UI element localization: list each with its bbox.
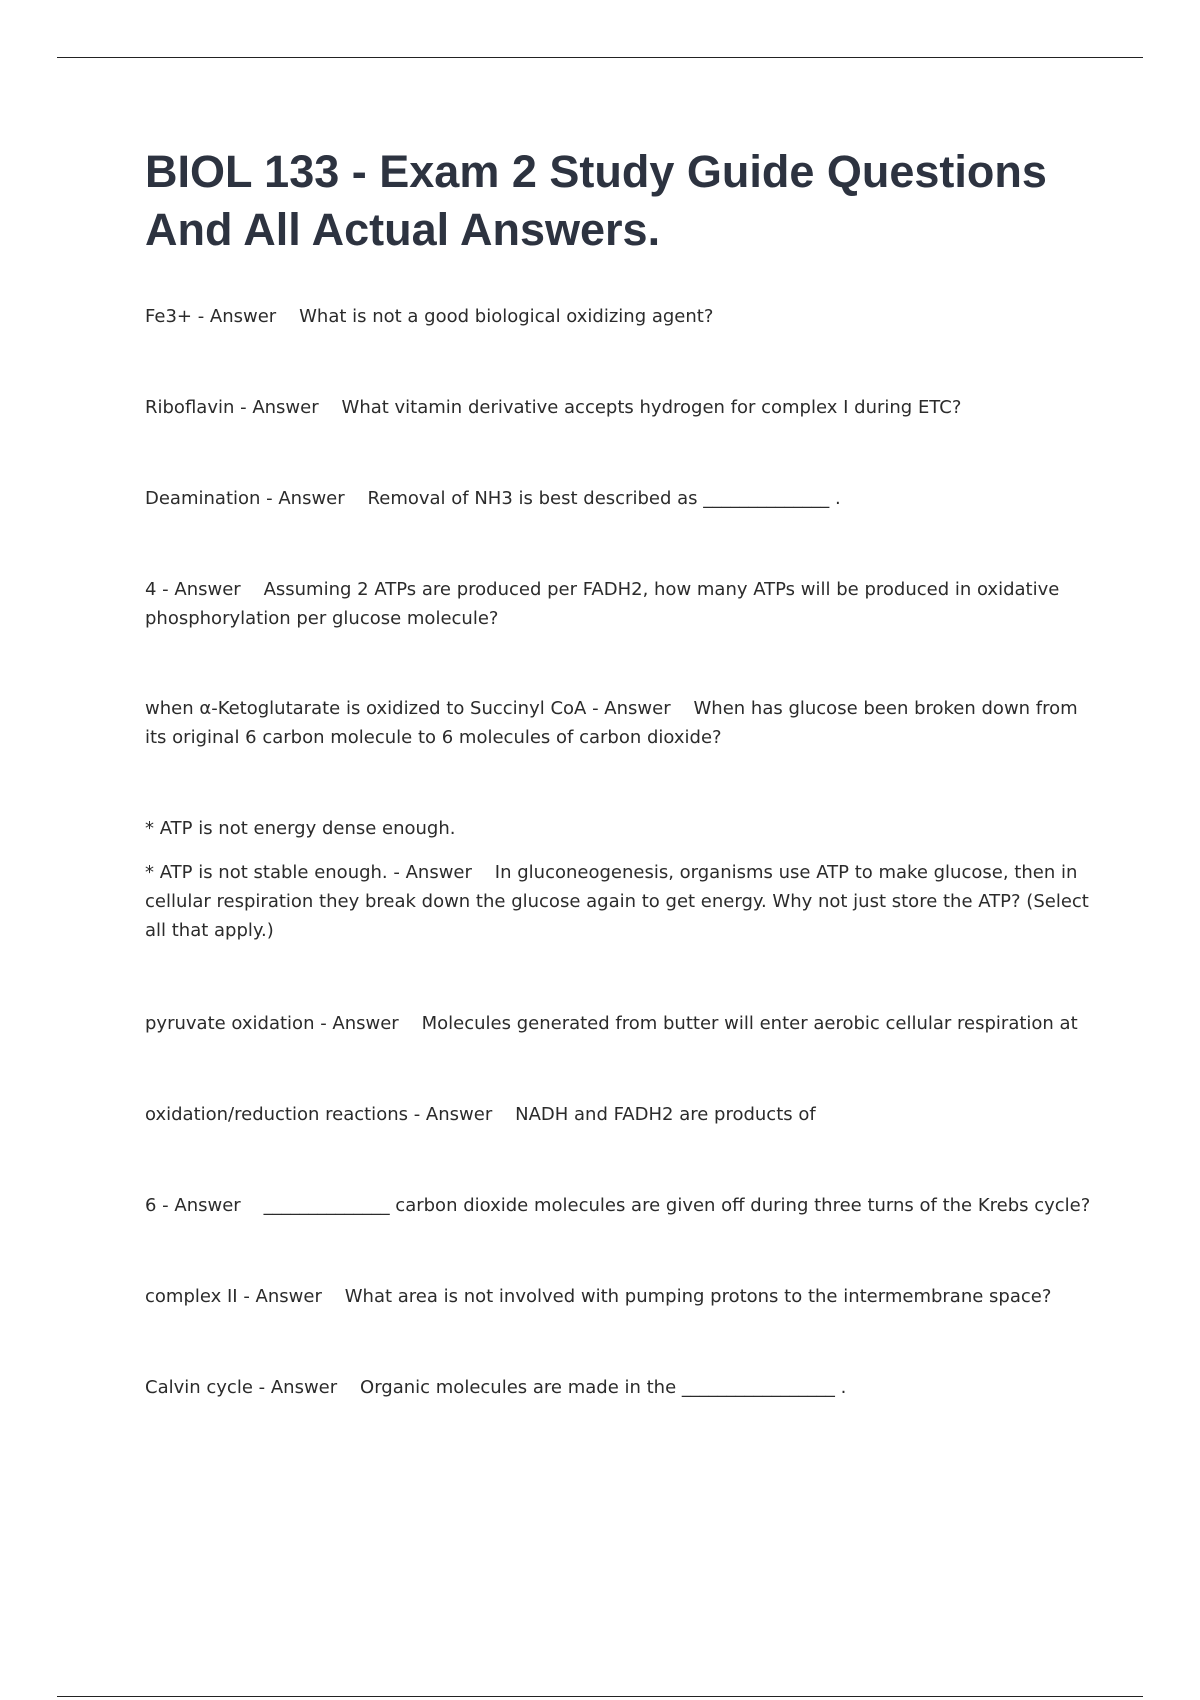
answer-text: Calvin cycle - Answer [145, 1377, 338, 1398]
answer-text: 6 - Answer [145, 1195, 241, 1216]
qa-item-8 [145, 1100, 1100, 1129]
answer-text: Deamination - Answer [145, 488, 345, 509]
answer-text: complex II - Answer [145, 1286, 322, 1307]
answer-text: when α-Ketoglutarate is oxidized to Succinyl CoA - Answer [145, 698, 671, 719]
qa-item-9 [145, 1191, 1100, 1220]
question-text: Organic molecules are made in the _________________ . [360, 1377, 847, 1398]
bottom-rule [57, 1696, 1143, 1697]
question-text: In gluconeogenesis, organisms use ATP to make glucose, then in cellular respiration they break down the glucose again to get energy. Why not just store the ATP? (Select all that apply.) [145, 862, 1095, 941]
answer-block [145, 858, 1100, 945]
answer-text: oxidation/reduction reactions - Answer [145, 1104, 493, 1125]
answer-text: Riboflavin - Answer [145, 397, 319, 418]
question-text: ______________ carbon dioxide molecules are given off during three turns of the Krebs cycle? [263, 1195, 1091, 1216]
qa-item-5 [145, 694, 1100, 752]
answer-text: Fe3+ - Answer [145, 306, 277, 327]
answer-text: 4 - Answer [145, 579, 241, 600]
question-text: Removal of NH3 is best described as ______________ . [367, 488, 841, 509]
qa-item-3 [145, 484, 1100, 513]
qa-item-2 [145, 393, 1100, 422]
question-text: NADH and FADH2 are products of [515, 1104, 816, 1125]
answer-text: * ATP is not stable enough. - Answer [145, 862, 472, 883]
question-text: What vitamin derivative accepts hydrogen for complex I during ETC? [341, 397, 962, 418]
document-title: BIOL 133 - Exam 2 Study Guide Questions And All Actual Answers. [145, 146, 1047, 255]
question-text: When has glucose been broken down from its original 6 carbon molecule to 6 molecules of carbon dioxide? [145, 698, 1084, 748]
qa-item-7 [145, 1009, 1100, 1038]
qa-item-11 [145, 1373, 1100, 1402]
question-text: Assuming 2 ATPs are produced per FADH2, how many ATPs will be produced in oxidative phosphorylation per glucose molecule? [145, 579, 1066, 629]
qa-item-1 [145, 302, 1100, 331]
qa-item-4 [145, 575, 1100, 633]
answer-text: pyruvate oxidation - Answer [145, 1013, 399, 1034]
qa-item-10 [145, 1282, 1100, 1311]
question-text: What is not a good biological oxidizing agent? [299, 306, 714, 327]
top-rule [57, 57, 1143, 58]
qa-item-6 [145, 814, 1100, 945]
answer-text-line-1: * ATP is not energy dense enough. [145, 818, 456, 839]
question-text: Molecules generated from butter will enter aerobic cellular respiration at [421, 1013, 1078, 1034]
question-text: What area is not involved with pumping protons to the intermembrane space? [344, 1286, 1052, 1307]
